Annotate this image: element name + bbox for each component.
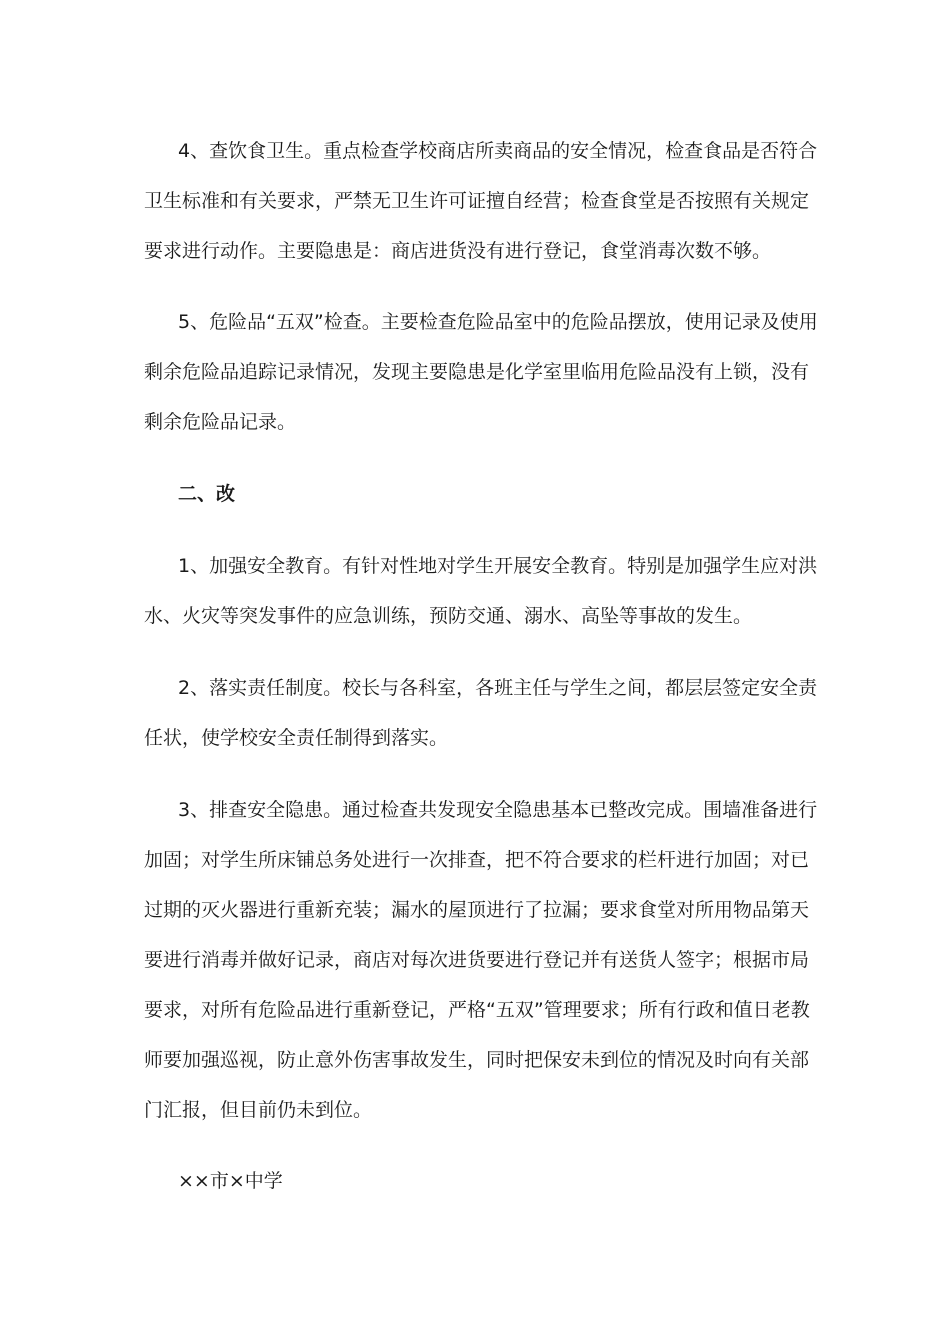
paragraph-dangerous-goods: 5、危险品“五双”检查。主要检查危险品室中的危险品摆放，使用记录及使用剩余危险品追踪记录情况，发现主要隐患是化学室里临用危险品没有上锁，没有剩余危险品记录。 <box>144 311 818 433</box>
paragraph-hazard-check: 3、排查安全隐患。通过检查共发现安全隐患基本已整改完成。围墙准备进行加固；对学生所床铺总务处进行一次排查，把不符合要求的栏杆进行加固；对已过期的灭火器进行重新充装；漏水的屋顶进行了拉漏；要求食堂对所用物品第天要进行消毒并做好记录，商店对每次进货要进行登记并有送货人签字；根据市局要求，对所有危险品进行重新登记，严格“五双”管理要求；所有行政和值日老教师要加强巡视，防止意外伤害事故发生，同时把保安未到位的情况及时向有关部门汇报，但目前仍未到位。 <box>144 799 818 1121</box>
paragraph-food-hygiene: 4、查饮食卫生。重点检查学校商店所卖商品的安全情况，检查食品是否符合卫生标准和有关要求，严禁无卫生许可证擅自经营；检查食堂是否按照有关规定要求进行动作。主要隐患是：商店进货没有进行登记，食堂消毒次数不够。 <box>144 140 818 262</box>
section-heading: 二、改 <box>178 483 236 505</box>
paragraph-safety-education: 1、加强安全教育。有针对性地对学生开展安全教育。特别是加强学生应对洪水、火灾等突发事件的应急训练，预防交通、溺水、高坠等事故的发生。 <box>144 555 818 627</box>
signature: ××市×中学 <box>178 1170 283 1192</box>
paragraph-responsibility: 2、落实责任制度。校长与各科室，各班主任与学生之间，都层层签定安全责任状，使学校安全责任制得到落实。 <box>144 677 818 749</box>
